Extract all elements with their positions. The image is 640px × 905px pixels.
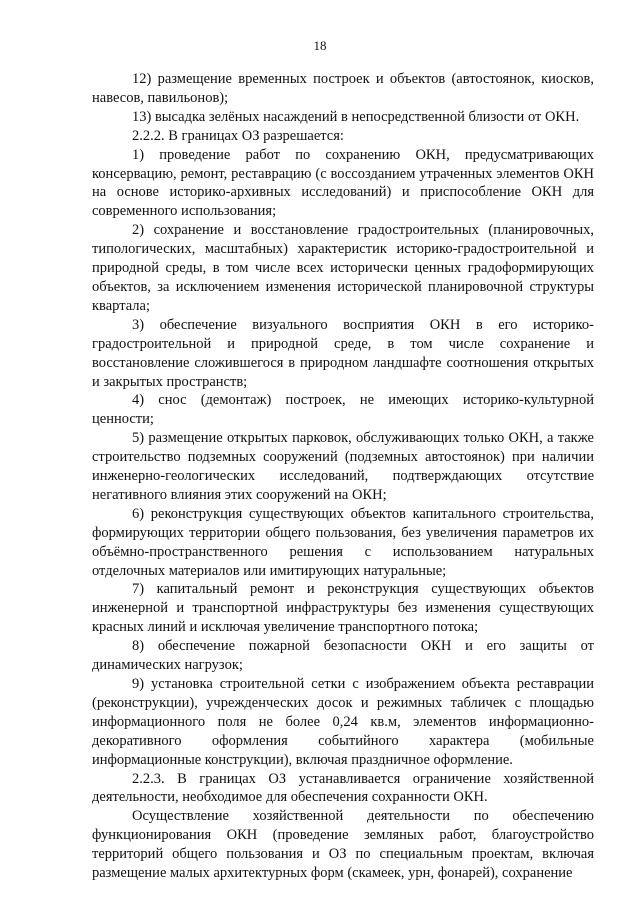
section-paragraph-2-2-3: 2.2.3. В границах ОЗ устанавливается ограничение хозяйственной деятельности, необходимое для обеспечения сохранности ОКН. — [92, 770, 594, 806]
paragraph-item-3: 3) обеспечение визуального восприятия ОКН в его историко-градостроительной и природной среде, в том числе сохранение и восстановление сложившегося в природном ландшафте соотношения открытых и закрытых пространств; — [92, 316, 594, 390]
paragraph-item-8: 8) обеспечение пожарной безопасности ОКН и его защиты от динамических нагрузок; — [92, 638, 594, 674]
paragraph-item-9: 9) установка строительной сетки с изображением объекта реставрации (реконструкции), учрежденческих досок и режимных табличек с площадью информационного поля не более 0,24 кв.м, элементов информационно-декоративного оформления событийного характера (мобильные информационные конструкции), включая праздничное оформление. — [92, 676, 594, 768]
document-body — [92, 70, 594, 883]
paragraph-item-12: 12) размещение временных построек и объектов (автостоянок, киосков, навесов, павильонов); — [92, 71, 594, 106]
paragraph-item-7: 7) капитальный ремонт и реконструкция существующих объектов инженерной и транспортной инфраструктуры без изменения существующих красных линий и исключая увеличение транспортного потока; — [92, 581, 594, 636]
paragraph-item-2: 2) сохранение и восстановление градостроительных (планировочных, типологических, масштабных) характеристик историко-градостроительной и природной среды, в том числе всех исторически ценных градоформирующих объектов, за исключением изменения исторической планировочной структуры квартала; — [92, 222, 594, 314]
paragraph-continuation: Осуществление хозяйственной деятельности по обеспечению функционирования ОКН (проведение земляных работ, благоустройство территорий общего пользования и ОЗ по специальным проектам, включая размещение малых архитектурных форм (скамеек, урн, фонарей), сохранение — [92, 808, 594, 882]
paragraph-item-6: 6) реконструкция существующих объектов капитального строительства, формирующих территории общего пользования, без увеличения параметров их объёмно-пространственного решения с использованием натуральных отделочных материалов или имитирующих натуральные; — [92, 505, 594, 579]
paragraph-item-1: 1) проведение работ по сохранению ОКН, предусматривающих консервацию, ремонт, реставрацию (с воссозданием утраченных элементов ОКН на основе историко-архивных исследований) и приспособление ОКН для современного использования; — [92, 146, 594, 220]
paragraph-item-13: 13) высадка зелёных насаждений в непосредственной близости от ОКН. — [132, 108, 580, 125]
section-heading-2-2-2: 2.2.2. В границах ОЗ разрешается: — [132, 127, 344, 144]
paragraph-item-4: 4) снос (демонтаж) построек, не имеющих историко-культурной ценности; — [92, 392, 594, 428]
paragraph-item-5: 5) размещение открытых парковок, обслуживающих только ОКН, а также строительство подземных сооружений (подземных автостоянок) при наличии инженерно-геологических исследований, подтверждающих отсутствие негативного влияния этих сооружений на ОКН; — [92, 430, 594, 503]
page-number: 18 — [313, 38, 327, 53]
